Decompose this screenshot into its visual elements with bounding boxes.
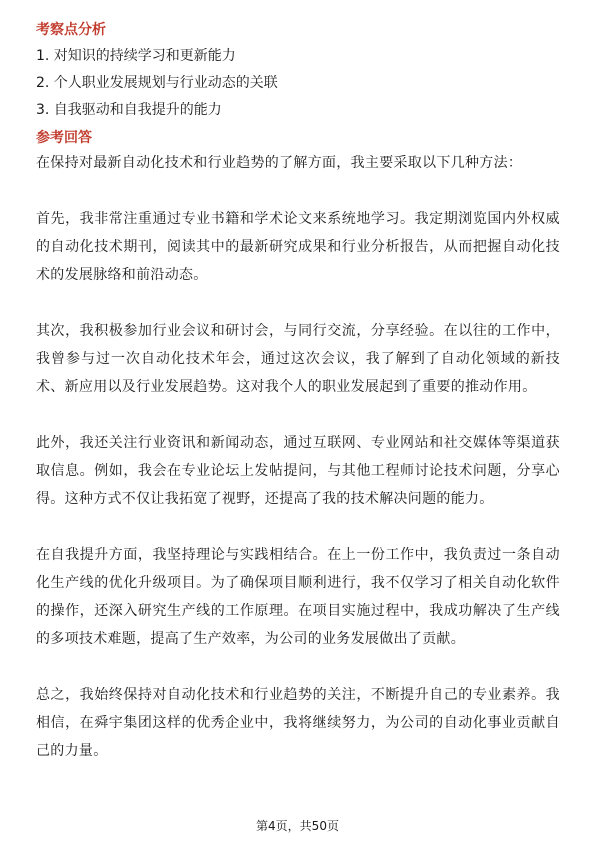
answer-paragraph: 其次，我积极参加行业会议和研讨会，与同行交流，分享经验。在以往的工作中，我曾参与过一次自动化技术年会，通过这次会议，我了解到了自动化领域的新技术、新应用以及行业发展趋势。这对我个人的职业发展起到了重要的推动作用。 xyxy=(36,323,560,395)
answer-paragraph: 此外，我还关注行业资讯和新闻动态，通过互联网、专业网站和社交媒体等渠道获取信息。例如，我会在专业论坛上发帖提问，与其他工程师讨论技术问题，分享心得。这种方式不仅让我拓宽了视野，还提高了我的技术解决问题的能力。 xyxy=(36,435,560,507)
answer-paragraph: 总之，我始终保持对自动化技术和行业趋势的关注，不断提升自己的专业素养。我相信，在舜宇集团这样的优秀企业中，我将继续努力，为公司的自动化事业贡献自己的力量。 xyxy=(36,687,560,759)
page-number: 第4页，共50页 xyxy=(256,819,339,833)
document-body xyxy=(36,20,560,765)
analysis-point: 3. 自我驱动和自我提升的能力 xyxy=(36,102,222,118)
answer-paragraph: 在自我提升方面，我坚持理论与实践相结合。在上一份工作中，我负责过一条自动化生产线的优化升级项目。为了确保项目顺利进行，我不仅学习了相关自动化软件的操作，还深入研究生产线的工作原理。在项目实施过程中，我成功解决了生产线的多项技术难题，提高了生产效率，为公司的业务发展做出了贡献。 xyxy=(36,547,560,647)
analysis-point: 1. 对知识的持续学习和更新能力 xyxy=(36,48,236,64)
analysis-point: 2. 个人职业发展规划与行业动态的关联 xyxy=(36,75,278,91)
answer-paragraph: 首先，我非常注重通过专业书籍和学术论文来系统地学习。我定期浏览国内外权威的自动化技术期刊，阅读其中的最新研究成果和行业分析报告，从而把握自动化技术的发展脉络和前沿动态。 xyxy=(36,211,560,283)
analysis-heading: 考察点分析 xyxy=(36,22,106,38)
answer-heading: 参考回答 xyxy=(36,130,92,146)
answer-paragraph: 在保持对最新自动化技术和行业趋势的了解方面，我主要采取以下几种方法： xyxy=(36,155,523,171)
